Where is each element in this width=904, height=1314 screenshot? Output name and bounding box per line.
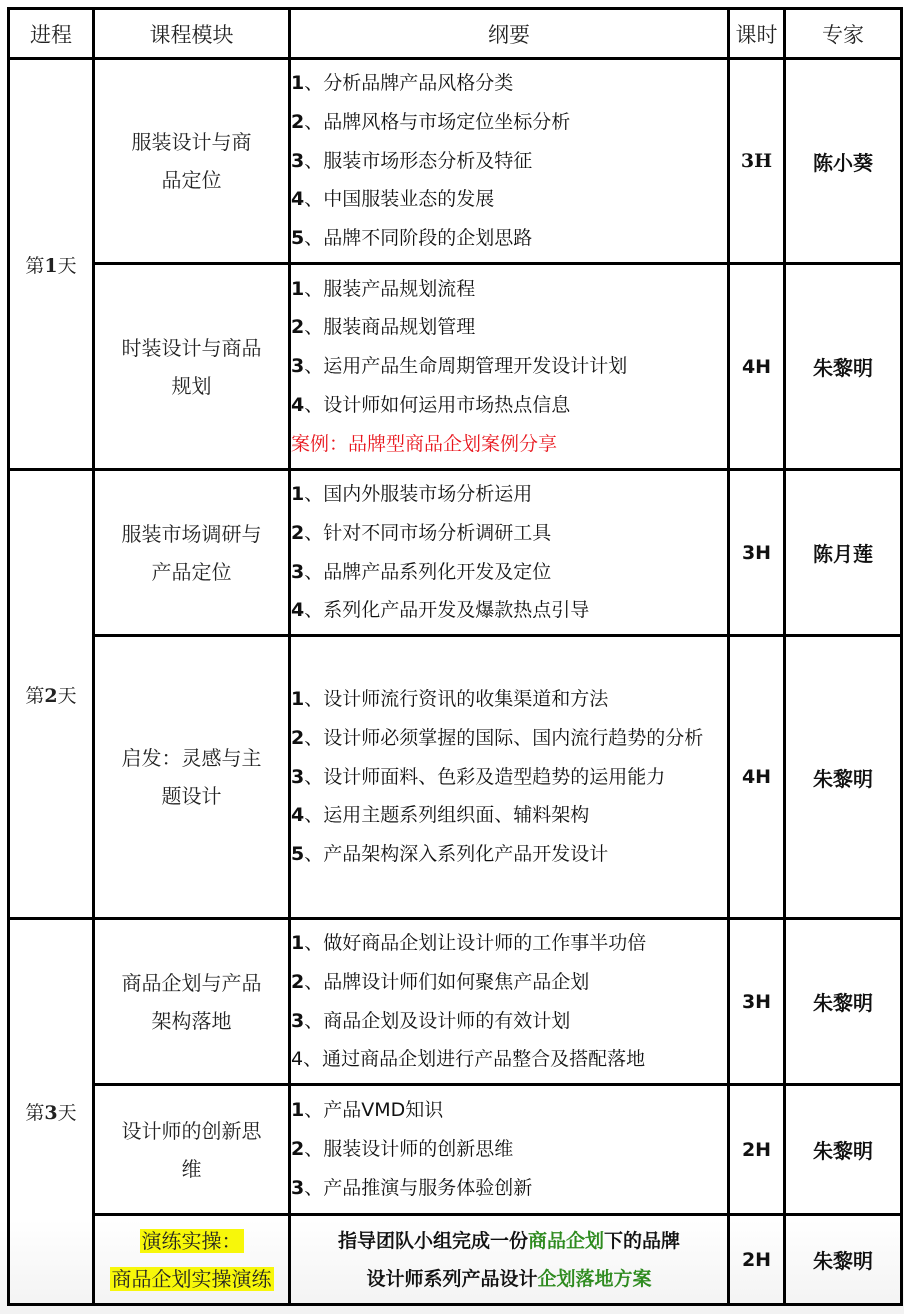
expert-cell: 朱黎明 xyxy=(785,1215,902,1305)
outline-item: 4、中国服装业态的发展 xyxy=(291,188,495,211)
practice-outline-cell: 指导团队小组完成一份商品企划下的品牌 设计师系列产品设计企划落地方案 xyxy=(290,1215,729,1305)
table-row xyxy=(9,264,902,470)
hours-cell: 3H xyxy=(729,919,785,1085)
outline-item: 4、通过商品企划进行产品整合及搭配落地 xyxy=(291,1048,646,1071)
header-hours: 课时 xyxy=(729,9,785,59)
table-row xyxy=(9,59,902,264)
table-row xyxy=(9,636,902,919)
outline-item: 3、商品企划及设计师的有效计划 xyxy=(291,1009,571,1032)
day-cell-1: 第1天 xyxy=(9,59,94,470)
module-cell: 设计师的创新思 维 xyxy=(94,1085,290,1215)
expert-cell: 朱黎明 xyxy=(785,919,902,1085)
header-outline: 纲要 xyxy=(290,9,729,59)
outline-item: 2、针对不同市场分析调研工具 xyxy=(291,521,552,544)
day-cell-2: 第2天 xyxy=(9,470,94,919)
module-cell: 商品企划与产品 架构落地 xyxy=(94,919,290,1085)
outline-item: 4、运用主题系列组织面、辅料架构 xyxy=(291,804,590,827)
module-cell: 服装设计与商 品定位 xyxy=(94,59,290,264)
header-day: 进程 xyxy=(9,9,94,59)
outline-item: 5、产品架构深入系列化产品开发设计 xyxy=(291,843,609,866)
table-row xyxy=(9,470,902,636)
module-cell: 时装设计与商品 规划 xyxy=(94,264,290,470)
outline-cell xyxy=(290,264,729,470)
hours-cell: 2H xyxy=(729,1085,785,1215)
hours-cell: 3H xyxy=(729,59,785,264)
outline-item: 3、产品推演与服务体验创新 xyxy=(291,1176,533,1199)
outline-item: 1、产品VMD知识 xyxy=(291,1099,444,1122)
outline-cell xyxy=(290,919,729,1085)
expert-cell: 陈月莲 xyxy=(785,470,902,636)
module-cell: 启发：灵感与主 题设计 xyxy=(94,636,290,919)
outline-item: 3、服装市场形态分析及特征 xyxy=(291,149,533,172)
header-expert: 专家 xyxy=(785,9,902,59)
outline-item: 2、服装商品规划管理 xyxy=(291,316,476,339)
outline-item: 2、品牌风格与市场定位坐标分析 xyxy=(291,110,571,133)
hours-cell: 3H xyxy=(729,470,785,636)
hours-cell: 4H xyxy=(729,264,785,470)
outline-cell xyxy=(290,470,729,636)
module-cell-highlighted xyxy=(94,1215,290,1305)
highlighted-text: 演练实操： xyxy=(141,1228,242,1253)
expert-cell: 陈小葵 xyxy=(785,59,902,264)
expert-cell: 朱黎明 xyxy=(785,1085,902,1215)
green-highlight: 商品企划 xyxy=(527,1229,604,1252)
case-study-note: 案例：品牌型商品企划案例分享 xyxy=(291,432,558,455)
green-highlight: 企划落地方案 xyxy=(537,1267,652,1290)
outline-item: 4、设计师如何运用市场热点信息 xyxy=(291,393,571,416)
day-cell-3: 第3天 xyxy=(9,919,94,1305)
outline-item: 2、设计师必须掌握的国际、国内流行趋势的分析 xyxy=(291,726,704,749)
course-schedule-table xyxy=(7,7,903,1306)
highlighted-text: 商品企划实操演练 xyxy=(111,1266,272,1291)
outline-item: 2、品牌设计师们如何聚焦产品企划 xyxy=(291,970,590,993)
outline-cell xyxy=(290,636,729,919)
outline-item: 5、品牌不同阶段的企划思路 xyxy=(291,227,533,250)
outline-item: 4、系列化产品开发及爆款热点引导 xyxy=(291,599,590,622)
outline-item: 3、品牌产品系列化开发及定位 xyxy=(291,560,552,583)
table-row xyxy=(9,919,902,1085)
outline-item: 1、国内外服装市场分析运用 xyxy=(291,482,533,505)
expert-cell: 朱黎明 xyxy=(785,636,902,919)
hours-cell: 2H xyxy=(729,1215,785,1305)
module-cell: 服装市场调研与 产品定位 xyxy=(94,470,290,636)
table-row xyxy=(9,1085,902,1215)
header-module: 课程模块 xyxy=(94,9,290,59)
outline-cell xyxy=(290,59,729,264)
header-row xyxy=(9,9,902,59)
expert-cell: 朱黎明 xyxy=(785,264,902,470)
outline-item: 3、运用产品生命周期管理开发设计计划 xyxy=(291,355,628,378)
outline-item: 3、设计师面料、色彩及造型趋势的运用能力 xyxy=(291,765,666,788)
outline-cell xyxy=(290,1085,729,1215)
outline-item: 1、分析品牌产品风格分类 xyxy=(291,72,514,94)
outline-item: 2、服装设计师的创新思维 xyxy=(291,1138,514,1161)
outline-item: 1、设计师流行资讯的收集渠道和方法 xyxy=(291,688,609,710)
outline-item: 1、做好商品企划让设计师的工作事半功倍 xyxy=(291,931,647,954)
table-row xyxy=(9,1215,902,1305)
hours-cell: 4H xyxy=(729,636,785,919)
outline-item: 1、服装产品规划流程 xyxy=(291,277,476,300)
